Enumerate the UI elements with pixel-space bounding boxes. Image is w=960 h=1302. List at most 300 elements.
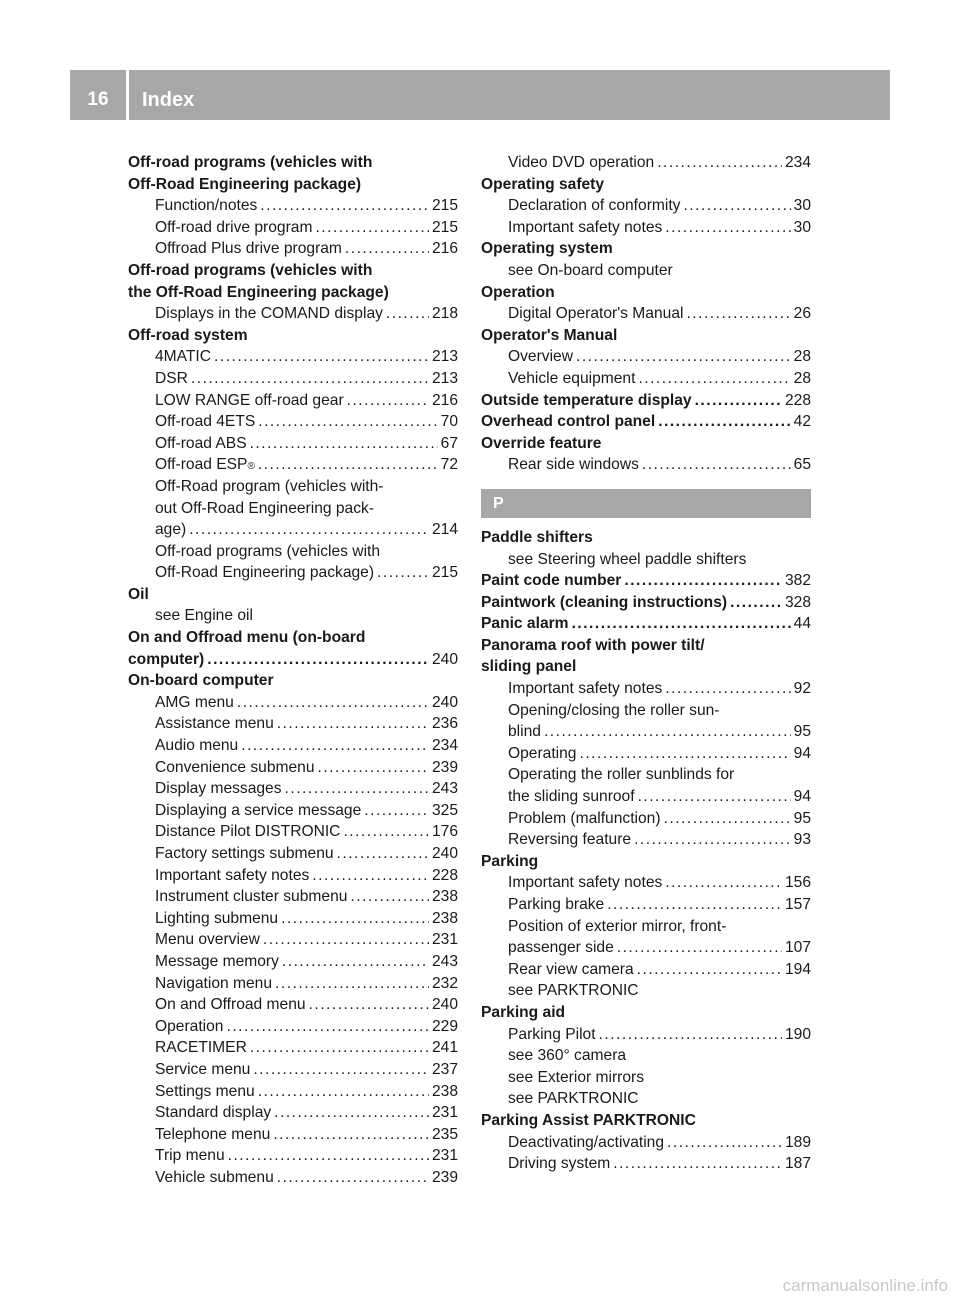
index-subentry [481,916,811,938]
entry-text: Important safety notes [508,680,663,698]
index-subentry [128,541,458,563]
page-reference: 26 [793,305,811,323]
index-group-p [481,527,811,1175]
page-reference: 194 [784,960,811,978]
page-reference: 238 [431,909,458,927]
index-entry [481,390,811,412]
letter-section-bar: P [481,489,811,518]
dot-leader [599,1024,782,1046]
index-subentry [481,1153,811,1175]
page-reference: 215 [431,197,458,215]
entry-text: AMG menu [155,693,234,711]
entry-text: Off-road 4ETS [155,413,256,431]
index-subentry [481,721,811,743]
entry-text: Important safety notes [508,218,663,236]
entry-text: Assistance menu [155,715,274,733]
entry-text: Display messages [155,780,282,798]
index-entry [128,584,458,606]
entry-text: Off-Road Engineering package) [155,564,375,582]
entry-text: Off-road ABS [155,434,247,452]
entry-text: Overhead control panel [481,413,656,431]
index-subentry [128,605,458,627]
page-reference: 238 [431,888,458,906]
dot-leader [657,152,782,174]
entry-text: Paint code number [481,572,622,590]
index-subentry [128,973,458,995]
page-reference: 216 [431,391,458,409]
entry-text: Lighting submenu [155,909,279,927]
page-reference: 228 [784,391,811,409]
entry-text: sliding panel [481,658,577,676]
page-reference: 215 [431,564,458,582]
page-reference: 328 [784,593,811,611]
entry-text: Paddle shifters [481,528,593,546]
index-entry [481,635,811,657]
page-reference: 94 [793,788,811,806]
index-subentry [481,678,811,700]
dot-leader [579,743,790,765]
page-reference: 216 [431,240,458,258]
index-subentry [128,713,458,735]
index-subentry [481,260,811,282]
index-subentry [128,865,458,887]
page-reference: 72 [440,456,458,474]
entry-text: Off-road programs (vehicles with [128,261,373,279]
entry-text: Parking aid [481,1003,566,1021]
entry-text: Operation [155,1017,224,1035]
entry-text: Operating the roller sunblinds for [508,766,735,784]
entry-text: Operating [508,744,577,762]
entry-text: Rear side windows [508,456,639,474]
page-reference: 240 [431,650,458,668]
entry-text: Digital Operator's Manual [508,305,684,323]
entry-text: Offroad Plus drive program [155,240,342,258]
index-subentry [128,303,458,325]
page-reference: 229 [431,1017,458,1035]
page-reference: 94 [793,744,811,762]
entry-text: Distance Pilot DISTRONIC [155,823,341,841]
entry-text: RACETIMER [155,1039,247,1057]
index-subentry [128,994,458,1016]
page-reference: 189 [784,1133,811,1151]
dot-leader [260,195,429,217]
dot-leader [277,1167,429,1189]
page-reference: 232 [431,974,458,992]
index-subentry [128,843,458,865]
entry-text: Audio menu [155,737,239,755]
page-reference: 325 [431,801,458,819]
index-subentry [128,238,458,260]
index-subentry [481,303,811,325]
entry-text: the sliding sunroof [508,788,635,806]
index-entry [128,174,458,196]
entry-text: Driving system [508,1155,611,1173]
index-entry [481,527,811,549]
page-reference: 213 [431,369,458,387]
index-subentry [128,562,458,584]
index-subentry [481,195,811,217]
entry-text: Vehicle submenu [155,1168,274,1186]
entry-text: Reversing feature [508,831,632,849]
entry-text: see PARKTRONIC [508,982,639,1000]
index-entry [481,656,811,678]
dot-leader [634,829,791,851]
index-subentry [481,1132,811,1154]
entry-text: Parking Pilot [508,1025,596,1043]
dot-leader [258,454,438,476]
index-subentry [481,700,811,722]
dot-leader [730,592,782,614]
entry-text: Off-road system [128,326,248,344]
index-subentry [481,980,811,1002]
dot-leader [258,411,437,433]
entry-text: Operation [481,283,555,301]
dot-leader [207,649,429,671]
dot-leader [638,368,790,390]
index-subentry [128,951,458,973]
entry-text: Paintwork (cleaning instructions) [481,593,728,611]
entry-text: Navigation menu [155,974,273,992]
page-reference: 241 [431,1039,458,1057]
page-reference: 28 [793,348,811,366]
index-subentry [128,195,458,217]
index-entry [128,152,458,174]
index-subentry [481,217,811,239]
dot-leader [285,778,429,800]
entry-text: Off-road ESP [155,456,248,474]
index-subentry [128,735,458,757]
dot-leader [613,1153,782,1175]
index-subentry: Off-road ESP ® ..... 72 [128,454,458,476]
entry-text: Panic alarm [481,615,569,633]
entry-text: Settings menu [155,1082,255,1100]
watermark: carmanualsonline.info [782,1276,948,1295]
index-subentry [128,1059,458,1081]
index-subentry [128,217,458,239]
index-subentry [128,1145,458,1167]
entry-text: Factory settings submenu [155,845,334,862]
index-entry [128,627,458,649]
index-entry [481,282,811,304]
index-entry [128,670,458,692]
dot-leader [274,1102,429,1124]
dot-leader [624,570,782,592]
index-subentry [481,743,811,765]
entry-text: Position of exterior mirror, front- [508,917,727,935]
dot-leader [695,390,782,412]
dot-leader [347,390,429,412]
dot-leader [312,865,429,887]
index-entry [481,411,811,433]
entry-text: Operating safety [481,175,605,193]
entry-text: Off-road drive program [155,218,313,236]
page-reference: 231 [431,1104,458,1122]
page-reference: 67 [440,434,458,452]
dot-leader [250,1037,429,1059]
dot-leader [364,800,429,822]
page-reference: 213 [431,348,458,366]
page-reference: 234 [431,737,458,755]
entry-text: computer) [128,650,205,668]
page-reference: 28 [793,369,811,387]
dot-leader [253,1059,429,1081]
index-entry [481,238,811,260]
dot-leader [350,886,429,908]
dot-leader [607,894,782,916]
page-reference: 228 [431,866,458,884]
entry-text: age) [155,521,187,539]
page-number: 16 [87,89,109,110]
page-reference: 243 [431,780,458,798]
page-reference: 95 [793,809,811,827]
page-reference: 65 [793,456,811,474]
page-reference: 234 [784,154,811,171]
index-subentry [128,519,458,541]
page-reference: 30 [793,218,811,236]
entry-text: Declaration of conformity [508,197,681,215]
entry-text: Off-Road program (vehicles with- [155,477,384,495]
dot-leader [686,303,790,325]
entry-text: Deactivating/activating [508,1133,665,1151]
index-subentry [128,433,458,455]
entry-text: Convenience submenu [155,758,315,776]
dot-leader [228,1145,429,1167]
dot-leader [263,929,429,951]
index-entry [481,613,811,635]
entry-text: Parking [481,852,539,870]
index-subentry [128,411,458,433]
index-subentry [128,368,458,390]
index-column-right [481,152,811,1175]
entry-text: Off-Road Engineering package) [128,175,362,193]
page-reference: 239 [431,758,458,776]
entry-text: Video DVD operation [508,154,655,171]
dot-leader [637,959,782,981]
entry-text: Off-road programs (vehicles with [128,154,373,171]
entry-text: Vehicle equipment [508,369,636,387]
page-reference: 215 [431,218,458,236]
page-reference: 93 [793,831,811,849]
dot-leader [250,433,438,455]
index-subentry [128,800,458,822]
dot-leader [544,721,791,743]
entry-text: Menu overview [155,931,260,949]
index-entry [128,649,458,671]
entry-text: Important safety notes [508,874,663,892]
page-reference: 156 [784,874,811,892]
index-entry [128,282,458,304]
entry-text: Oil [128,585,149,603]
dot-leader [281,908,429,930]
entry-text: Operator's Manual [481,326,618,344]
entry-text: 4MATIC [155,348,212,366]
entry-text: passenger side [508,939,614,957]
page-reference: 239 [431,1168,458,1186]
index-column-left [128,152,458,1189]
entry-text: On and Offroad menu (on-board [128,629,366,647]
page-reference: 107 [784,939,811,957]
dot-leader [309,994,429,1016]
page-reference: 240 [431,693,458,711]
page-reference: 238 [431,1082,458,1100]
index-subentry [481,1088,811,1110]
section-title: Index [142,89,195,111]
dot-leader [665,872,782,894]
index-subentry [128,757,458,779]
entry-text: Instrument cluster submenu [155,888,348,906]
index-subentry [128,886,458,908]
dot-leader [214,346,429,368]
entry-text: Service menu [155,1060,251,1078]
dot-leader [277,713,429,735]
page-reference: 42 [793,413,811,431]
index-subentry [481,894,811,916]
dot-leader [377,562,429,584]
index-subentry [481,808,811,830]
index-subentry [481,959,811,981]
index-entry [128,260,458,282]
dot-leader [282,951,429,973]
dot-leader [638,786,791,808]
entry-text: the Off-Road Engineering package) [128,283,389,301]
index-entry [481,592,811,614]
entry-text: Parking brake [508,896,605,913]
dot-leader [665,678,790,700]
dot-leader [189,519,429,541]
dot-leader [315,217,429,239]
index-subentry [481,454,811,476]
page-reference: 235 [431,1125,458,1143]
dot-leader [642,454,791,476]
dot-leader [667,1132,782,1154]
index-entry [481,1002,811,1024]
index-subentry [481,346,811,368]
entry-text: Override feature [481,434,602,452]
index-subentry [128,1016,458,1038]
dot-leader [576,346,791,368]
page-reference: 157 [784,896,811,913]
page-reference: 243 [431,952,458,970]
index-subentry [481,1067,811,1089]
index-subentry [481,549,811,571]
entry-text: Panorama roof with power tilt/ [481,636,705,654]
page-reference: 237 [431,1060,458,1078]
entry-text: Rear view camera [508,960,634,978]
page-reference: 240 [431,845,458,862]
page-reference: 187 [784,1155,811,1173]
entry-text: see On-board computer [508,261,673,279]
index-subentry [128,929,458,951]
index-subentry [481,368,811,390]
entry-text: Overview [508,348,573,366]
index-subentry [481,872,811,894]
entry-text: Important safety notes [155,866,310,884]
index-subentry [481,786,811,808]
dot-leader [658,411,790,433]
index-entry [481,174,811,196]
entry-text: Telephone menu [155,1125,271,1143]
entry-text: On and Offroad menu [155,996,306,1014]
index-subentry [128,908,458,930]
index-subentry [481,152,811,174]
page-reference: 231 [431,1147,458,1165]
dot-leader [345,238,429,260]
dot-leader [343,821,429,843]
entry-text: blind [508,723,541,741]
index-subentry [128,1037,458,1059]
entry-text: Standard display [155,1104,272,1122]
index-entry [481,570,811,592]
index-subentry [128,778,458,800]
dot-leader [683,195,790,217]
dot-leader [665,217,790,239]
entry-text: Off-road programs (vehicles with [155,542,381,560]
index-subentry [481,764,811,786]
index-subentry [481,829,811,851]
index-subentry [128,346,458,368]
dot-leader [275,973,429,995]
entry-text: Opening/closing the roller sun- [508,701,720,719]
dot-leader [226,1016,428,1038]
dot-leader [258,1081,429,1103]
page-reference: 190 [784,1025,811,1043]
page-reference: 214 [431,521,458,539]
entry-text: Outside temperature display [481,391,692,409]
entry-text: see PARKTRONIC [508,1090,639,1108]
entry-text: DSR [155,369,188,387]
index-subentry [128,390,458,412]
page-reference: 44 [793,615,811,633]
dot-leader [337,843,429,865]
page-reference: 236 [431,715,458,733]
dot-leader [572,613,791,635]
index-entry [481,433,811,455]
dot-leader [617,937,782,959]
dot-leader [191,368,429,390]
index-subentry [128,1167,458,1189]
index-subentry [128,476,458,498]
dot-leader [273,1124,429,1146]
entry-text: Displays in the COMAND display [155,305,383,323]
page-reference: 382 [784,572,811,590]
header-divider [126,70,129,120]
index-entry [481,1110,811,1132]
index-entry [481,325,811,347]
dot-leader [241,735,429,757]
index-entry [481,851,811,873]
entry-text: Message memory [155,952,279,970]
index-subentry [128,498,458,520]
dot-leader [237,692,429,714]
index-entry [128,325,458,347]
index-subentry [481,937,811,959]
index-group-o [481,152,811,476]
dot-leader [664,808,791,830]
entry-text: see Engine oil [155,607,253,625]
index-subentry [128,1081,458,1103]
page-reference: 70 [440,413,458,431]
page-reference: 240 [431,996,458,1014]
dot-leader [318,757,429,779]
entry-text: LOW RANGE off-road gear [155,391,344,409]
page-header [70,70,890,120]
index-subentry [128,1124,458,1146]
entry-text: Parking Assist PARKTRONIC [481,1111,696,1129]
page-reference: 231 [431,931,458,949]
entry-text: Trip menu [155,1147,225,1165]
entry-text: Operating system [481,240,613,258]
page-reference: 176 [431,823,458,841]
